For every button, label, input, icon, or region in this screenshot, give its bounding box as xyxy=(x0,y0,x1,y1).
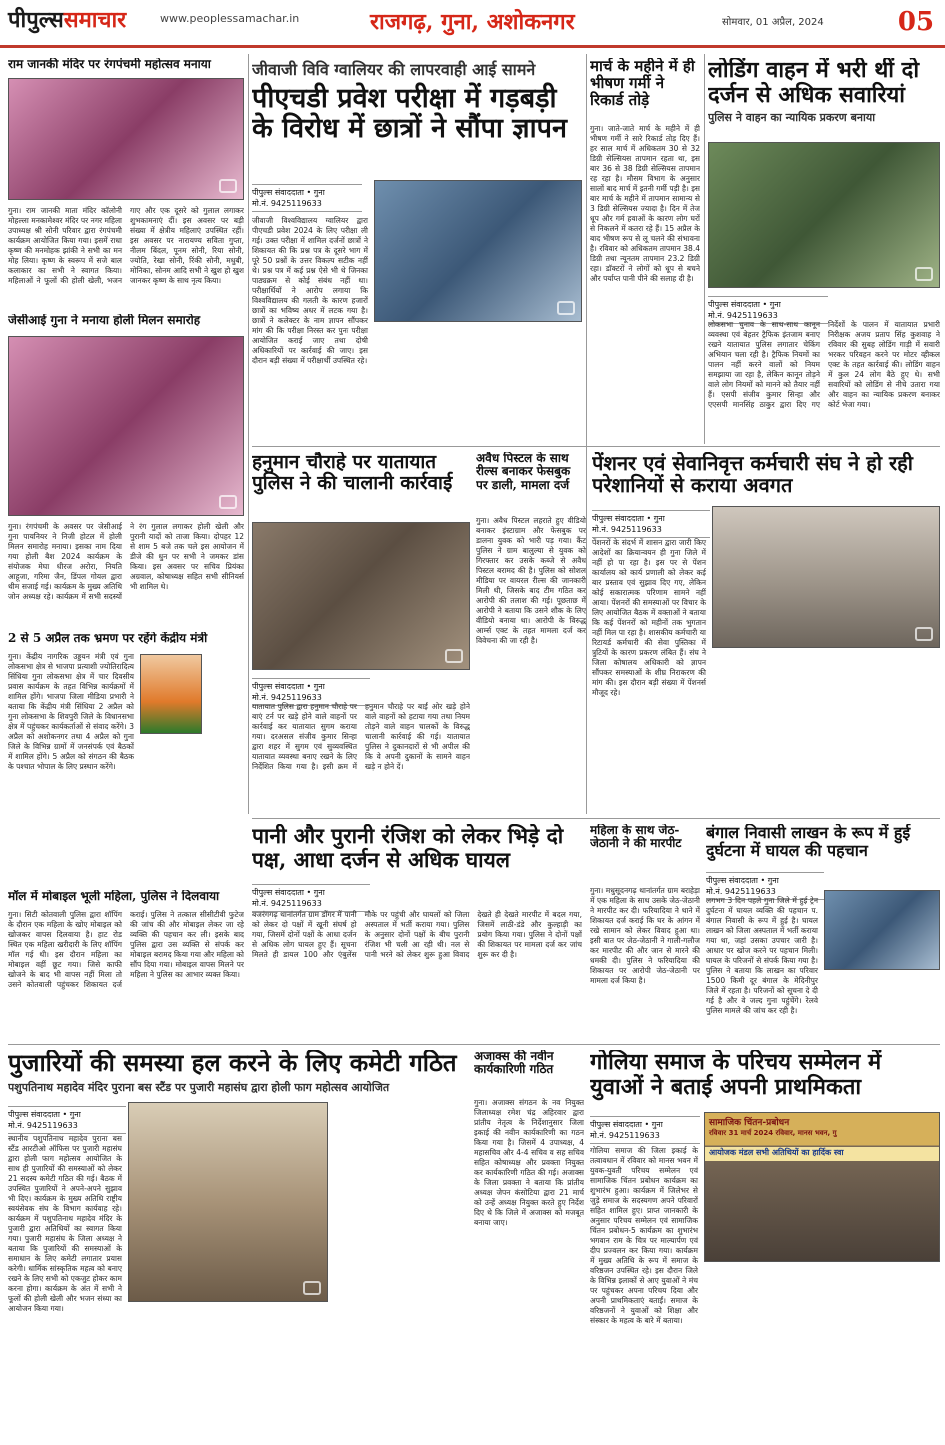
headline: मार्च के महीने में ही भीषण गर्मी ने रिकार्ड तोड़े xyxy=(590,58,695,109)
byline-desk: पीपुल्स संवाददाता xyxy=(252,188,304,197)
section-rule xyxy=(252,446,940,447)
article-body: गुना। रंगपंचमी के अवसर पर जेसीआई गुना पायनियर ने निजी होटल में होली मिलन समारोह मनाया। इसका नाम दिया गया होली बैश 2024 कार्यक्रम के संयोजक मेघा धीरज अरोरा, नियति आहूजा, गरिमा जैन, डिंपल गोयल द्वारा थीम सजाई गई। कार्यक्रम के मुख्य अतिथि जोन अध्यक्ष रहे। कार्यक्रम में सभी सदस्यों ने रंग गुलाल लगाकर होली खेली और पुरानी यादों को ताजा किया। दोपहर 12 से शाम 5 बजे तक चले इस आयोजन में डीजे की धुन पर सभी ने जमकर डांस किया। इस अवसर पर सचिव प्रियंका अग्रवाल, कोषाध्यक्ष सहित सभी सीनियर्स भी शामिल थे। xyxy=(8,522,244,601)
article-minister-tour xyxy=(8,632,244,882)
headline: पानी और पुरानी रंजिश को लेकर भिड़े दो पक्ष, आधा दर्जन से अधिक घायल xyxy=(252,824,564,872)
camera-icon xyxy=(219,179,237,193)
byline-city: गुना xyxy=(653,514,665,523)
camera-icon xyxy=(219,495,237,509)
camera-icon xyxy=(557,301,575,315)
logo-part-a: पीपुल्स xyxy=(8,7,64,33)
article-jci-holi xyxy=(8,314,244,626)
article-woman-assault xyxy=(590,824,700,1034)
headline: पेंशनर एवं सेवानिवृत्त कर्मचारी संघ ने हो रही परेशानियों से कराया अवगत xyxy=(592,452,913,498)
students-protest-photo xyxy=(374,180,582,322)
article-illegal-pistol xyxy=(476,452,586,814)
article-heat-record xyxy=(590,58,700,443)
banner-title: सामाजिक चिंतन-प्रबोधन xyxy=(709,1118,790,1128)
headline: लोडिंग वाहन में भरी थीं दो दर्जन से अधिक सवारियां xyxy=(708,58,920,108)
byline-city: गुना xyxy=(313,188,325,197)
column-rule xyxy=(704,54,705,444)
article-pensioners xyxy=(592,452,940,814)
website-url: www.peoplessamachar.in xyxy=(160,12,300,25)
headline: पुजारियों की समस्या हल करने के लिए कमेटी गठित xyxy=(8,1050,457,1077)
camera-icon xyxy=(445,649,463,663)
byline: पीपुल्स संवाददाता • गुना मो.नं. 9425119633 xyxy=(590,1112,700,1148)
article-body-continued xyxy=(336,1102,468,1436)
headline: अवैध पिस्टल के साथ रील्स बनाकर फेसबुक पर डाली, मामला दर्ज xyxy=(476,452,571,492)
holi-photo xyxy=(8,336,244,516)
camera-icon xyxy=(915,267,933,281)
stage-banner xyxy=(705,1113,939,1137)
headline: गोलिया समाज के परिचय सम्मेलन में युवाओं ने बताई अपनी प्राथमिकता xyxy=(590,1050,882,1100)
byline-desk: पीपुल्स संवाददाता xyxy=(708,300,760,309)
byline-city: गुना xyxy=(769,300,781,309)
traffic-police-photo xyxy=(252,522,470,670)
article-body: गुना। केंद्रीय नागरिक उड्डयन मंत्री एवं गुना लोकसभा क्षेत्र से भाजपा प्रत्याशी ज्योतिरादित्य सिंधिया गुना लोकसभा क्षेत्र में चार दिवसीय प्रवास कार्यक्रम के तहत विभिन्न कार्यक्रमों में शामिल होंगे। भाजपा जिला मीडिया प्रभारी ने बताया कि केंद्रीय मंत्री सिंधिया 2 अप्रैल को गुना लोकसभा के शिवपुरी जिले के विधानसभा क्षेत्र में पहुंचकर कार्यकर्ताओं से संवाद करेंगे। 3 अप्रैल को अशोकनगर तथा 4 अप्रैल को गुना जिले के विभिन्न ग्रामों में जनसंपर्क एवं बैठकों में शामिल होंगे। 5 अप्रैल को संगठन की बैठक के पश्चात भोपाल के लिए प्रस्थान करेंगे। xyxy=(8,652,134,771)
article-bengal-injured xyxy=(706,824,940,1034)
byline: पीपुल्स संवाददाता • गुना मो.नं. 9425119633 xyxy=(252,180,352,216)
section-rule xyxy=(252,818,940,819)
byline-city: गुना xyxy=(69,1110,81,1119)
article-body: गोलिया समाज की जिला इकाई के तत्वावधान में रविवार को मानस भवन में युवक-युवती परिचय सम्मेलन एवं सामाजिक चिंतन प्रबोधन कार्यक्रम का शुभारंभ हुआ। कार्यक्रम में जिलेभर से जुड़े समाज के सदस्यगण अपने परिवारों सहित शामिल हुए। प्राप्त जानकारी के अनुसार परिचय सम्मेलन एवं सामाजिक चिंतन प्रबोधन-5 कार्यक्रम का शुभारंभ भगवान राम के चित्र पर माल्यार्पण एवं दीप प्रज्वलन कर किया गया। कार्यक्रम में मुख्य अतिथि के रूप में समाज के वरिष्ठजन उपस्थित रहे। इस दौरान जिले के विभिन्न इलाकों से आए युवाओं ने मंच पर पहुंचकर अपना परिचय दिया और अपनी प्राथमिकताएं बताईं। समाज के वरिष्ठजनों ने युवाओं को शिक्षा और संस्कार के महत्व के बारे में बताया। xyxy=(590,1146,698,1325)
section-rule xyxy=(8,1044,940,1045)
page-number: 05 xyxy=(893,2,939,42)
headline: जेसीआई गुना ने मनाया होली मिलन समारोह xyxy=(8,314,201,327)
column-rule xyxy=(586,54,587,814)
article-body: गुना। अजाक्स संगठन के नव नियुक्त जिलाध्यक्ष रमेश चंद्र अहिरवार द्वारा प्रांतीय नेतृत्व के निर्देशानुसार जिला इकाई की नवीन कार्यकारिणी का गठन किया गया है। जिसमें 4 उपाध्यक्ष, 4 महासचिव और 4-4 सचिव व सह सचिव सहित कोषाध्यक्ष और प्रवक्ता नियुक्त कर कार्यकारिणी गठित की गई। अजाक्स के जिला प्रवक्ता ने बताया कि प्रांतीय अध्यक्ष जेपन कंसोटिया द्वारा 21 मार्च को उन्हें अध्यक्ष नियुक्त करते हुए निर्देश दिए थे कि जिले में अजाक्स को मजबूत बनाया जाए। xyxy=(474,1098,584,1227)
article-mall-mobile xyxy=(8,890,244,1040)
article-goliya-samaj xyxy=(590,1050,940,1438)
priests-meeting-photo xyxy=(128,1102,328,1302)
article-body-continued xyxy=(704,1268,940,1436)
byline-city: गुना xyxy=(313,682,325,691)
byline-city: गुना xyxy=(313,888,325,897)
dateline: सोमवार, 01 अप्रैल, 2024 xyxy=(722,17,824,28)
byline-desk: पीपुल्स संवाददाता xyxy=(590,1120,642,1129)
byline-mobile: मो.नं. 9425119633 xyxy=(708,311,778,320)
headline: राम जानकी मंदिर पर रंगपंचमी महोत्सव मनाया xyxy=(8,58,211,71)
welcome-banner: आयोजक मंडल सभी अतिथियों का हार्दिक स्वा xyxy=(705,1147,939,1161)
pensioners-meeting-photo xyxy=(712,506,940,648)
vehicle-photo xyxy=(708,142,940,288)
banner-subtitle: रविवार 31 मार्च 2024 रविवार, मानस भवन, गु xyxy=(709,1129,837,1137)
byline: पीपुल्स संवाददाता • गुना मो.नं. 9425119633 xyxy=(706,868,824,904)
byline-desk: पीपुल्स संवाददाता xyxy=(592,514,644,523)
headline: पीएचडी प्रवेश परीक्षा में गड़बड़ी के विरोध में छात्रों ने सौंपा ज्ञापन xyxy=(252,83,567,145)
article-phd-exam xyxy=(252,58,582,430)
headline: हनुमान चौराहे पर यातायात पुलिस ने की चालानी कार्रवाई xyxy=(252,452,453,495)
article-body: जीवाजी विश्वविद्यालय ग्वालियर द्वारा पीएचडी प्रवेश 2024 के लिए परीक्षा ली गई। उक्त परीक्षा में शामिल दर्जनों छात्रों ने शिकायत की कि प्रश्न पत्र के दूसरे भाग में पूरे 50 प्रश्नों के उत्तर विकल्प सटीक नहीं थे। प्रश्न पत्र में कई प्रश्न ऐसे भी थे जिनका पाठ्यक्रम से कोई संबंध नहीं था। परीक्षार्थियों ने आरोप लगाया कि विश्वविद्यालय की गलती के कारण हजारों छात्रों का भविष्य अधर में लटक गया है। छात्रों ने कलेक्टर के नाम ज्ञापन सौंपकर मांग की कि परीक्षा निरस्त कर पुनः परीक्षा आयोजित कराई जाए तथा दोषी अधिकारियों पर कार्रवाई की जाए। इस दौरान बड़ी संख्या में परीक्षार्थी उपस्थित रहे। xyxy=(252,216,368,365)
camera-icon xyxy=(915,627,933,641)
byline-mobile: मो.नं. 9425119633 xyxy=(252,899,322,908)
article-body-continued xyxy=(128,1308,328,1436)
article-ajaks xyxy=(474,1050,584,1438)
article-body: पेंशनरों के संदर्भ में शासन द्वारा जारी किए आदेशों का क्रियान्वयन ही गुना जिले में नहीं हो पा रहा है। इस पर से पेंशन कार्यालय को कार्य प्रणाली को लेकर कई बार प्रस्ताव एवं सुझाव दिए गए, लेकिन कोई सकारात्मक परिणाम सामने नहीं आया। पेंशनरों की समस्याओं पर विचार के लिए आयोजित बैठक में वक्ताओं ने बताया कि कई पेंशनरों को महीनों तक भुगतान नहीं मिल पा रहा है। शासकीय कर्मचारी या रिटायर्ड कर्मचारी की सेवा पुस्तिका में त्रुटियों के कारण प्रकरण लंबित हैं। संघ ने जिला कोषालय अधिकारी को ज्ञापन सौंपकर समस्याओं के शीघ्र निराकरण की मांग की। इस दौरान बड़ी संख्या में पेंशनर्स मौजूद रहे। xyxy=(592,538,706,697)
byline-city: गुना xyxy=(767,876,779,885)
camera-icon xyxy=(303,1281,321,1295)
article-body-continued xyxy=(374,328,582,428)
kicker: जीवाजी विवि ग्वालियर की लापरवाही आई सामने xyxy=(252,60,536,79)
deck: पुलिस ने वाहन का न्यायिक प्रकरण बनाया xyxy=(708,111,876,125)
article-body: यातायात पुलिस द्वारा हनुमान चौराहे पर बाएं टर्न पर खड़े होने वाले वाहनों पर कार्रवाई कर यातायात सुगम कराया गया। दरअसल संजीव कुमार सिन्हा द्वारा शहर में सुगम एवं सुव्यवस्थित यातायात व्यवस्था बनाए रखने के लिए निर्देशित किया गया है। इसी क्रम में हनुमान चौराहे पर बाईं ओर खड़े होने वाले वाहनों को हटाया गया तथा नियम तोड़ने वाले वाहन चालकों के विरुद्ध चालानी कार्रवाई की गई। यातायात पुलिस ने दुकानदारों से भी अपील की कि वे अपनी दुकानों के सामने वाहन खड़े न होने दें। xyxy=(252,702,470,771)
article-priests-committee xyxy=(8,1050,468,1438)
article-rangpanchami xyxy=(8,58,244,308)
minister-portrait xyxy=(140,654,202,734)
logo-part-b: समाचार xyxy=(63,7,127,33)
article-water-dispute xyxy=(252,824,582,1034)
article-body: लोकसभा चुनाव के साथ-साथ कानून व्यवस्था एवं बेहतर ट्रैफिक इंतजाम बनाए रखने यातायात पुलिस लगातार चेकिंग अभियान चला रही है। ट्रैफिक नियमों का पालन नहीं करने वालों को नियम समझाया जा रहा है, लेकिन कानून तोड़ने वाले लोग नियमों को मानने को तैयार नहीं हैं। एसपी संजीव कुमार सिन्हा और एएसपी मानसिंह ठाकुर द्वारा दिए गए निर्देशों के पालन में यातायात प्रभारी निरीक्षक अजय प्रताप सिंह कुशवाह ने रविवार की सुबह लोडिंग गाड़ी में सवारी भरकर परिवहन करने पर मोटर व्हीकल एक्ट के तहत कार्रवाई की। लोडिंग वाहन में कुल 24 लोग बैठे हुए थे। सभी सवारियों को लोडिंग से नीचे उतारा गया और वाहन का न्यायिक प्रकरण बनाकर कोर्ट भेजा गया। xyxy=(708,320,940,409)
deck: पशुपतिनाथ महादेव मंदिर पुराना बस स्टैंड पर पुजारी महासंघ द्वारा होली फाग महोत्सव आयोजित xyxy=(8,1080,390,1094)
article-body: गुना। सिटी कोतवाली पुलिस द्वारा शॉपिंग के दौरान एक महिला के खोए मोबाइल को खोजकर वापस दिलवाया है। हाट रोड स्थित एक महिला खरीदारी के लिए शॉपिंग मॉल गई थी। इस दौरान महिला का मोबाइल वहीं छूट गया। जिसे काफी खोजने के बाद भी वापस नहीं मिला तो उसने कोतवाली पहुंचकर शिकायत दर्ज कराई। पुलिस ने तत्काल सीसीटीवी फुटेज की जांच की और मोबाइल लेकर जा रहे व्यक्ति की पहचान कर ली। इसके बाद पुलिस द्वारा उस व्यक्ति से संपर्क कर मोबाइल बरामद किया गया और महिला को सौंप दिया गया। मोबाइल वापस मिलने पर महिला ने पुलिस का आभार व्यक्त किया। xyxy=(8,910,244,989)
article-body: गुना। अवैध पिस्टल लहराते हुए वीडियो बनाकर इंस्टाग्राम और फेसबुक पर डालना युवक को भारी पड़ गया। कैंट पुलिस ने ग्राम बालुल्या से युवक को गिरफ्तार कर उसके कब्जे से अवैध पिस्टल बरामद की है। पुलिस को सोशल मीडिया पर वायरल रील्स की जानकारी मिली थी, जिसके बाद टीम गठित कर आरोपी की तलाश की गई। पूछताछ में आरोपी ने बताया कि उसने शौक के लिए वीडियो बनाया था। आरोपी के विरुद्ध आर्म्स एक्ट के तहत मामला दर्ज कर विवेचना की जा रही है। xyxy=(476,516,586,645)
byline: पीपुल्स संवाददाता • गुना मो.नं. 9425119633 xyxy=(252,674,370,710)
byline-desk: पीपुल्स संवाददाता xyxy=(8,1110,60,1119)
region-title: राजगढ़, गुना, अशोकनगर xyxy=(370,9,575,35)
article-body: लगभग 3 दिन पहले गुना जिले में हुई ट्रेन दुर्घटना में घायल व्यक्ति की पहचान प. बंगाल निवासी के रूप में हुई है। घायल लाखन को जिला अस्पताल में भर्ती कराया गया था, जहां उसका उपचार जारी है। आधार पर खोज करने पर पहचान मिली। घायल के परिजनों से संपर्क किया गया है। पुलिस ने बताया कि लाखन का परिवार 1500 किमी दूर बंगाल के मेदिनीपुर जिले में रहता है। परिजनों को सूचना दे दी गई है और वे जल्द गुना पहुंचेंगे। रेलवे पुलिस मामले की जांच कर रही है। xyxy=(706,896,818,1015)
byline-desk: पीपुल्स संवाददाता xyxy=(252,888,304,897)
byline-city: गुना xyxy=(651,1120,663,1129)
byline: पीपुल्स संवाददाता • गुना मो.नं. 9425119633 xyxy=(592,506,710,542)
article-hanuman-chauraha xyxy=(252,452,470,814)
byline: पीपुल्स संवाददाता • गुना मो.नं. 9425119633 xyxy=(708,292,828,328)
article-body: गुना। जाते-जाते मार्च के महीने में ही भीषण गर्मी ने सारे रिकार्ड तोड़ दिए हैं। हर साल मार्च में अधिकतम 30 से 32 डिग्री सेल्सियस तापमान रहता था, इस बार 36 से 38 डिग्री सेल्सियस तापमान रह रहा है। मौसम विभाग के अनुसार सालों बाद मार्च में इतनी गर्मी पड़ी है। इस बार मार्च के महीने में तापमान सामान्य से 3 डिग्री सेल्सियस ज्यादा है। दिन में तेज धूप और गर्म हवाओं के कारण लोग घरों से निकलने में कतरा रहे हैं। 15 अप्रैल के बाद भीषण रूप से लू चलने की संभावना है। रविवार को अधिकतम तापमान 38.4 डिग्री तथा न्यूनतम तापमान 23.2 डिग्री रहा। डॉक्टरों ने लोगों को धूप से बचने और पर्याप्त पानी पीने की सलाह दी है। xyxy=(590,124,700,283)
newspaper-logo xyxy=(8,4,126,34)
article-loading-vehicle xyxy=(708,58,940,443)
headline: महिला के साथ जेठ-जेठानी ने की मारपीट xyxy=(590,824,682,851)
byline-mobile: मो.नं. 9425119633 xyxy=(252,199,322,208)
masthead xyxy=(0,0,945,48)
byline-desk: पीपुल्स संवाददाता xyxy=(706,876,758,885)
byline-mobile: मो.नं. 9425119633 xyxy=(8,1121,78,1130)
injured-man-photo xyxy=(824,890,940,970)
article-body: गुना। राम जानकी माता मंदिर कॉलोनी मोहल्ला मनकामेश्वर मंदिर पर नगर महिला उपाध्यक्ष श्री सोनी परिवार द्वारा रंगपंचमी कार्यक्रम आयोजित किया गया। इसमें राधा कृष्ण की मनमोहक झांकी ने सभी का मन मोह लिया। कृष्ण के स्वरूप में सजे बाल कलाकार का सभी ने स्वागत किया। महिलाओं ने फूलों की होली खेली, भजन गाए और एक दूसरे को गुलाल लगाकर शुभकामनाएं दीं। इस अवसर पर बड़ी संख्या में क्षेत्रीय महिलाएं उपस्थित रहीं। इस अवसर पर नारायण्य सविता गुप्ता, नीलम बिंदल, पूनम सोनी, रिया सोनी, ज्योति, रेखा सोनी, रिंकी सोनी, मधुबी, मोनिका, सोनम आदि सभी ने खुश हो खुश जानकर कृष्ण के साथ नृत्य किया। xyxy=(8,206,244,285)
samaj-event-photo xyxy=(704,1112,940,1262)
headline: मॉल में मोबाइल भूली महिला, पुलिस ने दिलवाया xyxy=(8,890,220,903)
byline: पीपुल्स संवाददाता • गुना मो.नं. 9425119633 xyxy=(252,880,370,916)
byline-mobile: मो.नं. 9425119633 xyxy=(706,887,776,896)
byline-mobile: मो.नं. 9425119633 xyxy=(590,1131,660,1140)
festival-photo xyxy=(8,78,244,200)
headline: बंगाल निवासी लाखन के रूप में हुई दुर्घटना में घायल की पहचान xyxy=(706,824,911,860)
byline-mobile: मो.नं. 9425119633 xyxy=(252,693,322,702)
headline: 2 से 5 अप्रैल तक भ्रमण पर रहेंगे केंद्रीय मंत्री xyxy=(8,632,208,645)
byline-desk: पीपुल्स संवाददाता xyxy=(252,682,304,691)
article-body: स्थानीय पशुपतिनाथ महादेव पुराना बस स्टैंड आरटीओ ऑफिस पर पुजारी महासंघ द्वारा होली फाग महोत्सव आयोजित के साथ ही पुजारियों की समस्याओं को लेकर 21 सदस्य कमेटी गठित की गई। बैठक में उपस्थित पुजारियों ने अपने-अपने सुझाव भी दिए। कार्यक्रम के मुख्य अतिथि राष्ट्रीय स्वयंसेवक संघ के विभाग कार्यवाह रहे। कार्यक्रम में पशुपतिनाथ महादेव मंदिर के पुजारी द्वारा अतिथियों का स्वागत किया गया। पुजारी महासंघ के जिला अध्यक्ष ने बताया कि पुजारियों की समस्याओं के समाधान के लिए कमेटी लगातार प्रयास करेगी। धार्मिक सांस्कृतिक महत्व को बनाए रखने के लिए सभी को एकजुट होकर काम करना होगा। कार्यक्रम के अंत में सभी ने फूलों की होली खेली और भजन संध्या का आयोजन किया गया। xyxy=(8,1134,122,1313)
article-body-continued xyxy=(712,654,940,812)
article-body: गुना। मधुसूदनगढ़ थानांतर्गत ग्राम बराहेड़ा में एक महिला के साथ उसके जेठ-जेठानी ने मारपीट कर दी। फरियादिया ने थाने में शिकायत दर्ज कराई कि घर के आंगन में रखे सामान को लेकर विवाद हुआ था। इसी बात पर जेठ-जेठानी ने गाली-गलौज कर मारपीट की और जान से मारने की धमकी दी। पुलिस ने फरियादिया की शिकायत पर आरोपी जेठ-जेठानी पर मामला दर्ज किया है। xyxy=(590,886,700,985)
byline-mobile: मो.नं. 9425119633 xyxy=(592,525,662,534)
byline: पीपुल्स संवाददाता • गुना मो.नं. 9425119633 xyxy=(8,1102,126,1138)
column-rule xyxy=(248,54,249,814)
article-body: बजरंगगढ़ थानांतर्गत ग्राम डोंगर में पानी को लेकर दो पक्षों में खूनी संघर्ष हो गया, जिसमें दोनों पक्षों के आधा दर्जन से अधिक लोग घायल हुए हैं। सूचना मिलते ही डायल 100 और एंबुलेंस मौके पर पहुंची और घायलों को जिला अस्पताल में भर्ती कराया गया। पुलिस के अनुसार दोनों पक्षों के बीच पुरानी रंजिश भी चली आ रही थी। नल से पानी भरने को लेकर शुरू हुआ विवाद देखते ही देखते मारपीट में बदल गया, जिसमें लाठी-डंडे और कुल्हाड़ी का प्रयोग किया गया। पुलिस ने दोनों पक्षों की शिकायत पर मामला दर्ज कर जांच शुरू कर दी है। xyxy=(252,910,582,959)
headline: अजाक्स की नवीन कार्यकारिणी गठित xyxy=(474,1050,554,1077)
